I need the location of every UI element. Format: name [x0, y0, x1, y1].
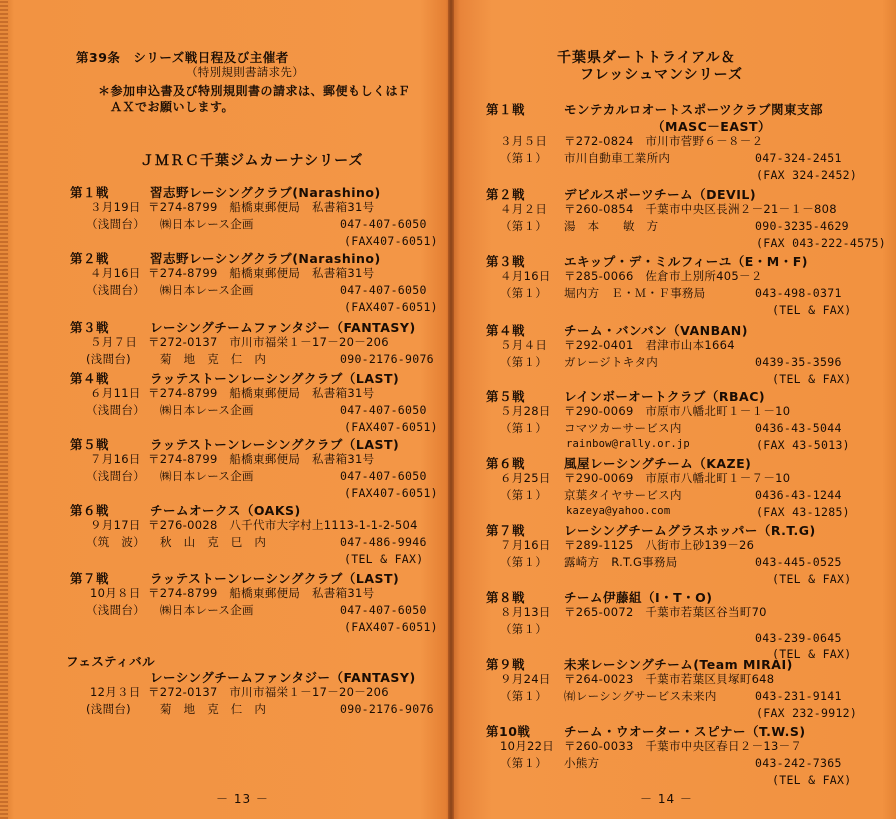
dirt-series-title-line2: フレッシュマンシリーズ: [580, 67, 743, 83]
event-venue: （浅間台）: [86, 469, 145, 483]
event-contact: 湯 本 敏 方: [564, 219, 659, 233]
event-address: 〒290-0069 市原市八幡北町１－７－10: [564, 471, 791, 485]
event-fax: (FAX 232-9912): [756, 706, 858, 720]
event-phone: 090-2176-9076: [340, 352, 434, 366]
event-address: 〒260-0854 千葉市中央区長洲２－21－１－808: [564, 202, 837, 216]
event-address: 〒272-0137 市川市福栄１－17－20－206: [148, 335, 389, 349]
event-contact: コマツカーサービス内: [564, 421, 682, 435]
event-contact: ㈱日本レース企画: [160, 603, 254, 617]
event-phone: 0439-35-3596: [755, 355, 842, 369]
event-date: ６月11日: [90, 386, 141, 400]
event-club: チームオークス（OAKS): [150, 503, 301, 518]
event-venue: （浅間台）: [86, 403, 145, 417]
dirt-series-title-line1: 千葉県ダートトライアル＆: [557, 50, 736, 66]
event-date: ４月16日: [500, 269, 551, 283]
event-contact: 市川自動車工業所内: [564, 151, 671, 165]
event-address: 〒265-0072 千葉市若葉区谷当町70: [564, 605, 767, 619]
event-round: 第５戦: [486, 389, 526, 404]
event-date: 12月３日: [90, 685, 141, 699]
page-edge: [0, 0, 8, 819]
event-club-abbr: （MASC－EAST）: [652, 119, 772, 134]
event-address: 〒272-0137 市川市福栄１－17－20－206: [148, 685, 389, 699]
event-club: レインボーオートクラブ（RBAC): [564, 389, 766, 404]
event-fax: (TEL & FAX): [772, 773, 852, 787]
article-note-line1: ＊参加申込書及び特別規則書の請求は、郵便もしくはＦ: [98, 84, 411, 98]
event-fax: (FAX407-6051): [344, 420, 438, 434]
event-contact: 露崎方 R.T.G事務局: [564, 555, 678, 569]
event-phone: 047-407-6050: [340, 469, 427, 483]
event-date: ６月25日: [500, 471, 551, 485]
event-fax: (FAX 043-222-4575): [756, 236, 887, 250]
event-club: レーシングチームファンタジー（FANTASY): [150, 670, 416, 685]
event-round: 第８戦: [486, 590, 526, 605]
event-date: ５月７日: [90, 335, 138, 349]
event-phone: 043-242-7365: [755, 756, 842, 770]
event-venue: （浅間台）: [86, 217, 145, 231]
event-phone: 047-407-6050: [340, 403, 427, 417]
event-contact: 堀内方 Ｅ・Ｍ・Ｆ事務局: [564, 286, 706, 300]
event-club: 習志野レーシングクラブ(Narashino): [150, 185, 381, 200]
event-date: ７月16日: [90, 452, 141, 466]
event-venue: (浅間台): [86, 702, 131, 716]
event-round: 第３戦: [486, 254, 526, 269]
event-round: 第１戦: [486, 102, 526, 117]
event-date: ７月16日: [500, 538, 551, 552]
event-club: エキップ・デ・ミルフィーユ（E・M・F): [564, 254, 808, 269]
event-club: 未来レーシングチーム(Team MIRAI): [564, 657, 793, 672]
event-address: 〒285-0066 佐倉市上別所405－２: [564, 269, 763, 283]
article-heading: 第39条 シリーズ戦日程及び主催者: [76, 50, 289, 65]
event-date: ９月17日: [90, 518, 141, 532]
event-date: 10月22日: [500, 739, 555, 753]
event-round: 第７戦: [70, 571, 110, 586]
event-fax: (TEL & FAX): [772, 303, 852, 317]
event-venue: (浅間台): [86, 352, 131, 366]
event-club: モンテカルロオートスポーツクラブ関東支部: [564, 102, 824, 117]
event-round: 第５戦: [70, 437, 110, 452]
event-round: 第９戦: [486, 657, 526, 672]
event-fax: (FAX 324-2452): [756, 168, 858, 182]
event-email: kazeya@yahoo.com: [566, 505, 671, 517]
event-phone: 047-324-2451: [755, 151, 842, 165]
event-contact: 小熊方: [564, 756, 600, 770]
event-fax: (FAX 43-5013): [756, 438, 850, 452]
page-number-right: － 14 －: [640, 792, 693, 806]
event-address: 〒274-8799 船橋東郵便局 私書箱31号: [148, 452, 375, 466]
event-address: 〒264-0023 千葉市若葉区貝塚町648: [564, 672, 775, 686]
event-phone: 0436-43-1244: [755, 488, 842, 502]
event-round: 第６戦: [486, 456, 526, 471]
event-contact: 秋 山 克 巳 内: [160, 535, 267, 549]
event-venue: （第１）: [500, 555, 548, 569]
event-round: フェスティバル: [66, 654, 156, 669]
event-address: 〒260-0033 千葉市中央区春日２－13－７: [564, 739, 803, 753]
event-phone: 090-2176-9076: [340, 702, 434, 716]
event-club: チーム・ウオーター・スピナー（T.W.S): [564, 724, 806, 739]
event-fax: (FAX407-6051): [344, 620, 438, 634]
event-venue: （第１）: [500, 488, 548, 502]
event-round: 第２戦: [70, 251, 110, 266]
event-address: 〒289-1125 八街市上砂139－26: [564, 538, 755, 552]
event-date: ３月５日: [500, 134, 548, 148]
event-round: 第４戦: [486, 323, 526, 338]
article-note-line2: ＡＸでお願いします。: [110, 100, 235, 114]
event-address: 〒292-0401 君津市山本1664: [564, 338, 735, 352]
page-number-left: － 13 －: [216, 792, 269, 806]
event-date: ８月13日: [500, 605, 551, 619]
event-club: レーシングチームグラスホッパー（R.T.G): [564, 523, 816, 538]
event-phone: 043-239-0645: [755, 631, 842, 645]
event-phone: 047-407-6050: [340, 603, 427, 617]
event-venue: （浅間台）: [86, 603, 145, 617]
event-club: ラッテストーンレーシングクラブ（LAST): [150, 371, 400, 386]
event-address: 〒272-0824 市川市菅野６－８－２: [564, 134, 764, 148]
event-phone: 043-498-0371: [755, 286, 842, 300]
event-fax: (TEL & FAX): [772, 372, 852, 386]
event-address: 〒274-8799 船橋東郵便局 私書箱31号: [148, 586, 375, 600]
event-fax: (TEL & FAX): [772, 647, 852, 661]
event-round: 第10戦: [486, 724, 531, 739]
event-venue: （第１）: [500, 151, 548, 165]
event-contact: ㈱日本レース企画: [160, 283, 254, 297]
book-gutter: [448, 0, 454, 819]
event-fax: (TEL & FAX): [344, 552, 424, 566]
event-fax: (TEL & FAX): [772, 572, 852, 586]
event-phone: 047-486-9946: [340, 535, 427, 549]
event-venue: （浅間台）: [86, 283, 145, 297]
event-date: ３月19日: [90, 200, 141, 214]
event-contact: 菊 地 克 仁 内: [160, 702, 267, 716]
gymkhana-series-title: ＪＭＲＣ千葉ジムカーナシリーズ: [140, 153, 364, 169]
event-contact: ㈲レーシングサービス未来内: [564, 689, 717, 703]
event-phone: 047-407-6050: [340, 283, 427, 297]
event-club: チーム・バンバン（VANBAN): [564, 323, 748, 338]
event-fax: (FAX407-6051): [344, 234, 438, 248]
event-date: ５月28日: [500, 404, 551, 418]
event-round: 第４戦: [70, 371, 110, 386]
event-address: 〒290-0069 市原市八幡北町１－１－10: [564, 404, 791, 418]
event-contact: ㈱日本レース企画: [160, 217, 254, 231]
event-venue: （第１）: [500, 421, 548, 435]
event-date: ４月16日: [90, 266, 141, 280]
event-venue: （第１）: [500, 219, 548, 233]
event-address: 〒274-8799 船橋東郵便局 私書箱31号: [148, 200, 375, 214]
event-fax: (FAX 43-1285): [756, 505, 850, 519]
event-phone: 0436-43-5044: [755, 421, 842, 435]
event-address: 〒274-8799 船橋東郵便局 私書箱31号: [148, 266, 375, 280]
event-phone: 090-3235-4629: [755, 219, 849, 233]
event-venue: （第１）: [500, 689, 548, 703]
event-email: rainbow@rally.or.jp: [566, 438, 690, 450]
event-contact: 菊 地 克 仁 内: [160, 352, 267, 366]
event-venue: （第１）: [500, 355, 548, 369]
event-round: 第３戦: [70, 320, 110, 335]
event-contact: 京葉タイヤサービス内: [564, 488, 682, 502]
event-contact: ガレージトキタ内: [564, 355, 659, 369]
article-subheading: （特別規則書請求先）: [186, 65, 304, 79]
event-date: 10月８日: [90, 586, 141, 600]
event-phone: 043-445-0525: [755, 555, 842, 569]
event-venue: （第１）: [500, 286, 548, 300]
event-contact: ㈱日本レース企画: [160, 403, 254, 417]
event-fax: (FAX407-6051): [344, 300, 438, 314]
event-phone: 043-231-9141: [755, 689, 842, 703]
event-club: 風屋レーシングチーム（KAZE): [564, 456, 752, 471]
event-club: ラッテストーンレーシングクラブ（LAST): [150, 571, 400, 586]
event-round: 第７戦: [486, 523, 526, 538]
event-club: ラッテストーンレーシングクラブ（LAST): [150, 437, 400, 452]
event-club: レーシングチームファンタジー（FANTASY): [150, 320, 416, 335]
event-club: チーム伊藤組（I・T・O): [564, 590, 713, 605]
event-contact: ㈱日本レース企画: [160, 469, 254, 483]
event-round: 第６戦: [70, 503, 110, 518]
event-date: ４月２日: [500, 202, 548, 216]
event-round: 第２戦: [486, 187, 526, 202]
event-fax: (FAX407-6051): [344, 486, 438, 500]
event-round: 第１戦: [70, 185, 110, 200]
event-address: 〒276-0028 八千代市大字村上1113-1-1-2-504: [148, 518, 418, 532]
event-venue: （第１）: [500, 622, 548, 636]
event-date: ９月24日: [500, 672, 551, 686]
event-venue: （筑 波）: [86, 535, 145, 549]
event-venue: （第１）: [500, 756, 548, 770]
event-club: 習志野レーシングクラブ(Narashino): [150, 251, 381, 266]
event-address: 〒274-8799 船橋東郵便局 私書箱31号: [148, 386, 375, 400]
event-date: ５月４日: [500, 338, 548, 352]
event-phone: 047-407-6050: [340, 217, 427, 231]
event-club: デビルスポーツチーム（DEVIL): [564, 187, 757, 202]
